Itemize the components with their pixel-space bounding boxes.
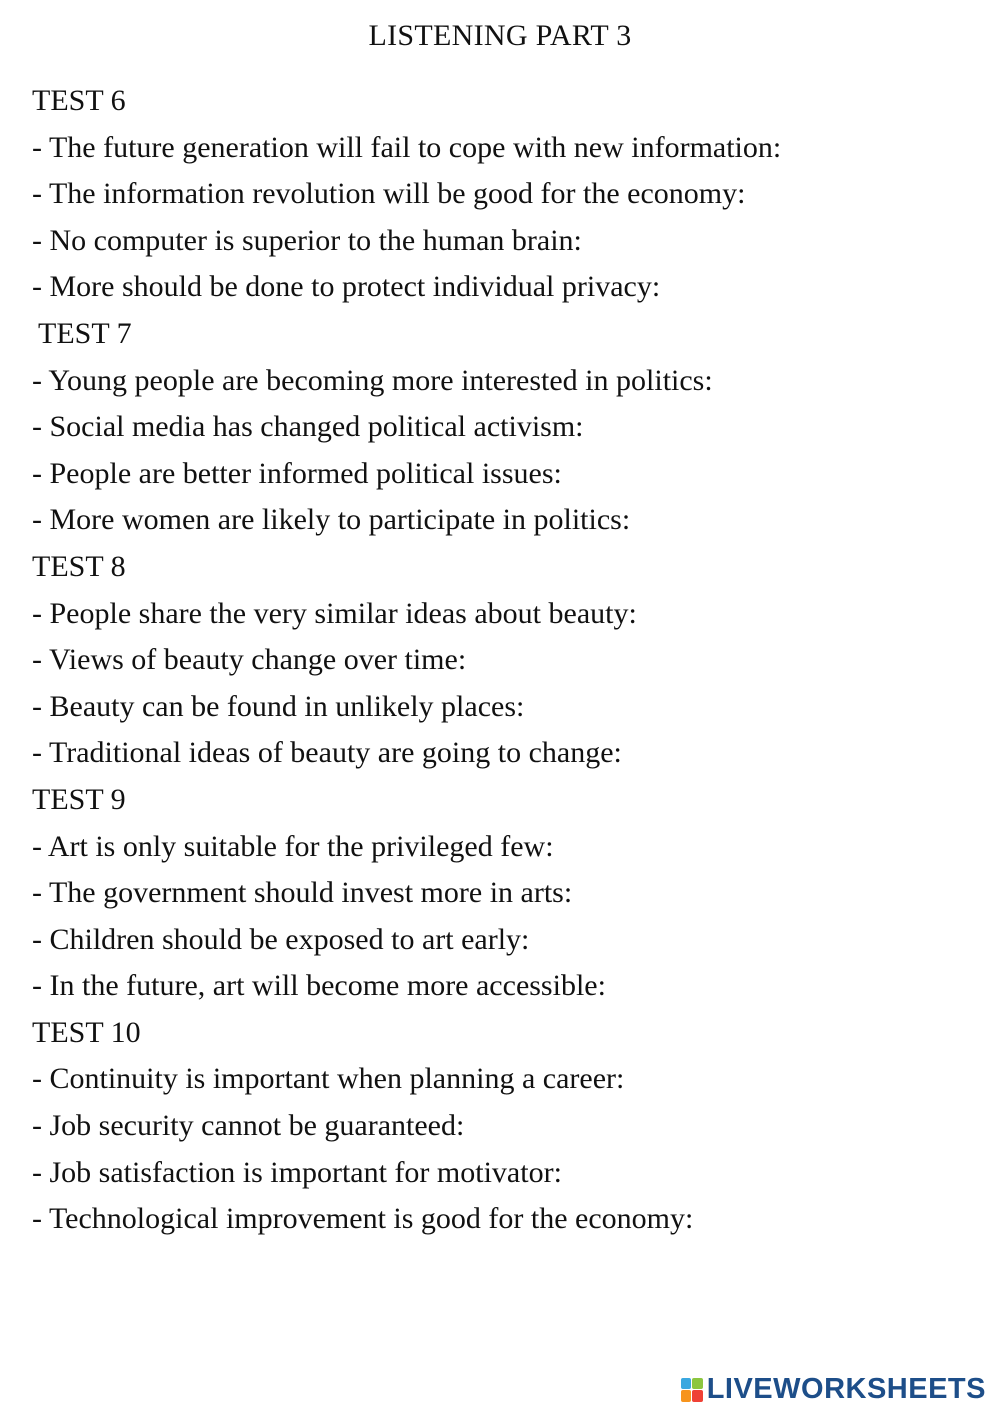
- statement-item: - Social media has changed political activism:: [32, 410, 584, 444]
- statement-item: - Job security cannot be guaranteed:: [32, 1109, 465, 1143]
- page-title: LISTENING PART 3: [368, 19, 632, 52]
- logo-square-green: [692, 1378, 703, 1390]
- statement-item: - The government should invest more in arts:: [32, 876, 573, 910]
- worksheet-content: [32, 78, 972, 1243]
- statement-item: - The future generation will fail to cope with new information:: [32, 130, 782, 164]
- statement-item: - In the future, art will become more accessible:: [32, 969, 606, 1003]
- section-heading-test-10: TEST 10: [32, 1015, 141, 1049]
- liveworksheets-brand: [681, 1373, 986, 1406]
- statement-item: - Continuity is important when planning a career:: [32, 1062, 625, 1096]
- statement-item: - Job satisfaction is important for motivator:: [32, 1155, 562, 1189]
- logo-square-blue: [681, 1378, 692, 1390]
- statement-item: - Traditional ideas of beauty are going to change:: [32, 736, 622, 770]
- logo-square-orange: [681, 1390, 692, 1402]
- statement-item: - Beauty can be found in unlikely places:: [32, 689, 525, 723]
- statement-item: - People are better informed political issues:: [32, 456, 562, 490]
- logo-square-red: [692, 1390, 703, 1402]
- section-heading-test-6: TEST 6: [32, 84, 126, 117]
- liveworksheets-logo-icon: [681, 1378, 703, 1402]
- brand-wordmark: LIVEWORKSHEETS: [706, 1373, 986, 1405]
- statement-item: - More women are likely to participate in politics:: [32, 503, 631, 537]
- statement-item: - Young people are becoming more interested in politics:: [32, 363, 713, 397]
- statement-item: - The information revolution will be good for the economy:: [32, 177, 746, 211]
- statement-item: - Children should be exposed to art early:: [32, 922, 530, 956]
- statement-item: - No computer is superior to the human brain:: [32, 223, 582, 257]
- statement-item: - Technological improvement is good for the economy:: [32, 1202, 694, 1236]
- statement-item: - Views of beauty change over time:: [32, 643, 467, 677]
- section-heading-test-7: TEST 7: [38, 316, 132, 350]
- section-heading-test-8: TEST 8: [32, 549, 126, 583]
- statement-item: - Art is only suitable for the privileged few:: [32, 829, 554, 863]
- statement-item: - People share the very similar ideas about beauty:: [32, 596, 637, 630]
- section-heading-test-9: TEST 9: [32, 782, 126, 816]
- statement-item: - More should be done to protect individual privacy:: [32, 270, 661, 304]
